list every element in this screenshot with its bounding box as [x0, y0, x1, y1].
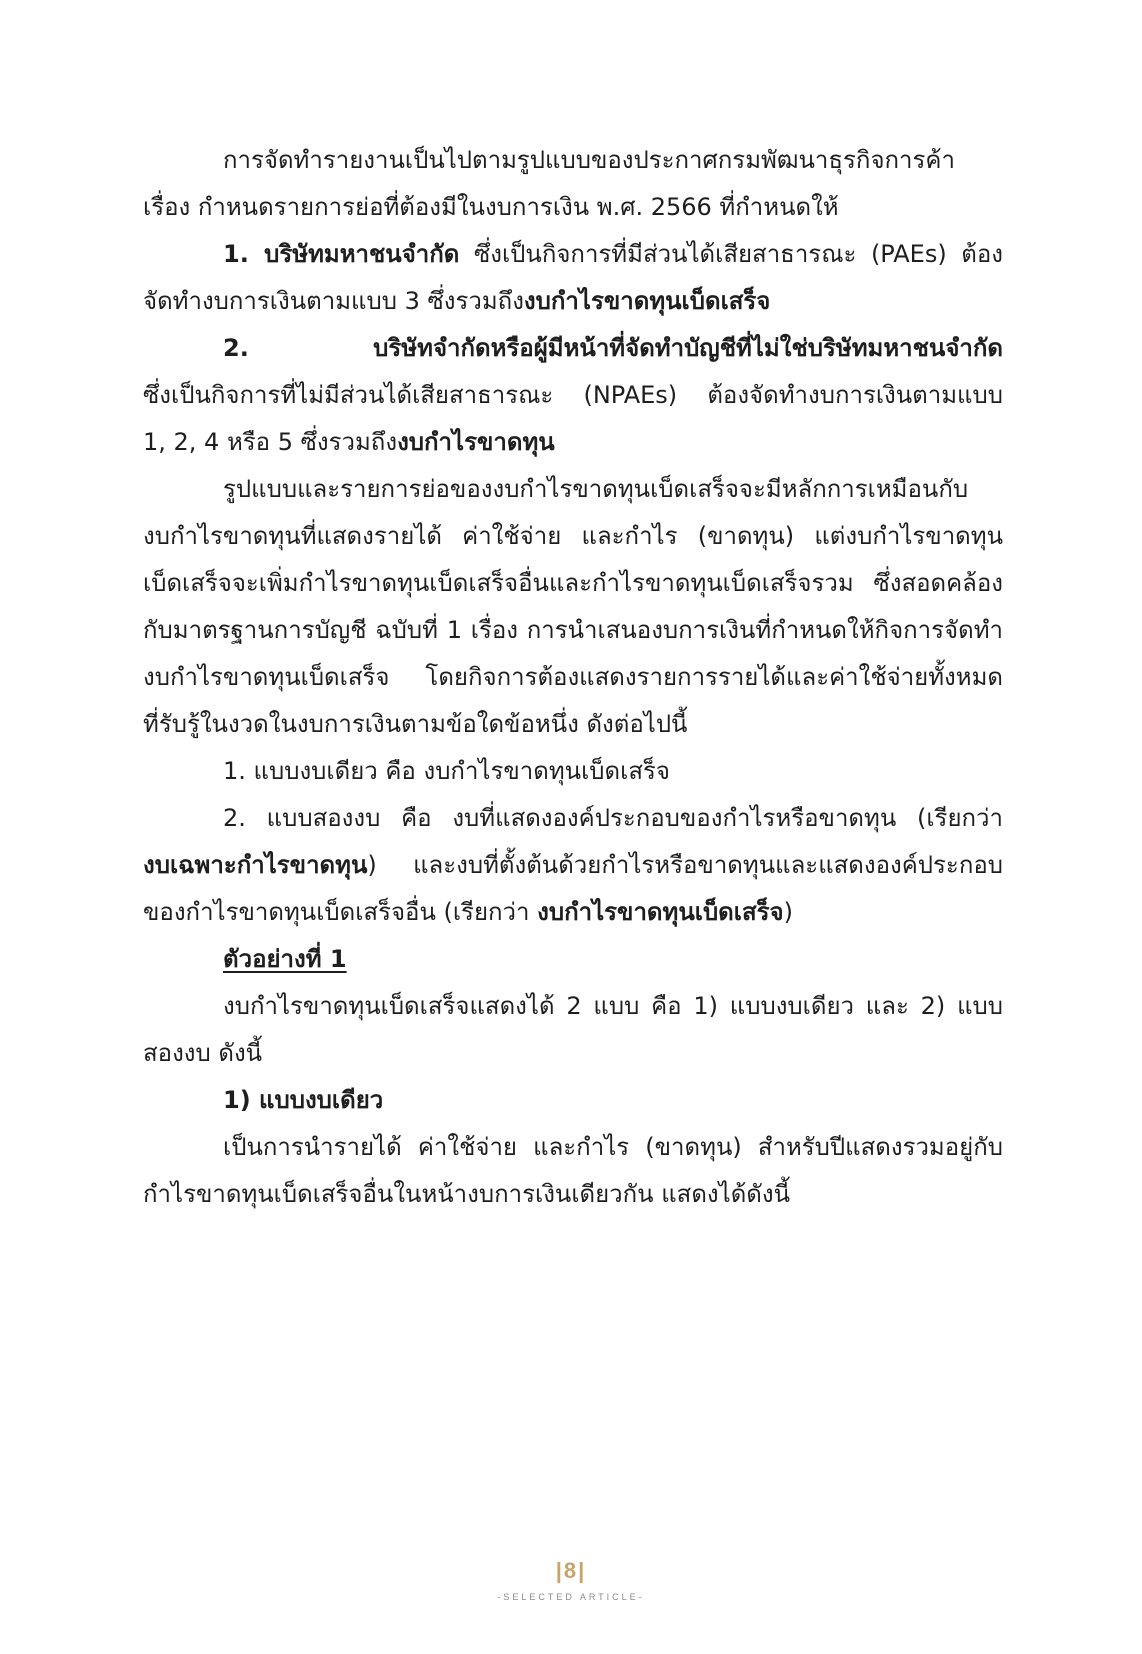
list-item-2-emphasis: งบเฉพาะกำไรขาดทุน — [143, 851, 368, 879]
item-2-text: 1, 2, 4 หรือ 5 ซึ่งรวมถึง — [143, 428, 398, 456]
paragraph-line: เบ็ดเสร็จจะเพิ่มกำไรขาดทุนเบ็ดเสร็จอื่นและกำไรขาดทุนเบ็ดเสร็จรวม ซึ่งสอดคล้อง — [143, 569, 1003, 597]
item-2-line — [143, 425, 1003, 459]
item-1-text: จัดทำงบการเงินตามแบบ 3 ซึ่งรวมถึง — [143, 287, 524, 315]
item-1-title: 1. บริษัทมหาชนจำกัด — [223, 240, 460, 268]
page-number: |8| — [555, 1558, 587, 1583]
paragraph-line: รูปแบบและรายการย่อของงบกำไรขาดทุนเบ็ดเสร็จจะมีหลักการเหมือนกับ — [223, 475, 969, 503]
list-item-2-close: ) — [783, 898, 793, 926]
paragraph-line: งบกำไรขาดทุนที่แสดงรายได้ ค่าใช้จ่าย และกำไร (ขาดทุน) แต่งบกำไรขาดทุน — [143, 522, 1003, 550]
list-item-1: 1. แบบงบเดียว คือ งบกำไรขาดทุนเบ็ดเสร็จ — [223, 757, 670, 785]
example-heading-text: ตัวอย่างที่ 1 — [223, 945, 347, 973]
item-1-text: ซึ่งเป็นกิจการที่มีส่วนได้เสียสาธารณะ (PAEs) ต้อง — [459, 240, 1003, 268]
example-line: สองงบ ดังนี้ — [143, 1039, 263, 1067]
example-heading — [223, 942, 1003, 976]
sub-heading — [223, 1083, 1003, 1117]
list-item-2-emphasis: งบกำไรขาดทุนเบ็ดเสร็จ — [537, 898, 784, 926]
list-item-2: 2. แบบสองงบ คือ งบที่แสดงองค์ประกอบของกำไรหรือขาดทุน (เรียกว่า — [223, 804, 1003, 832]
paragraph-line: การจัดทำรายงานเป็นไปตามรูปแบบของประกาศกรมพัฒนาธุรกิจการค้า — [223, 146, 955, 174]
paragraph-line: กับมาตรฐานการบัญชี ฉบับที่ 1 เรื่อง การนำเสนองบการเงินที่กำหนดให้กิจการจัดทำ — [143, 616, 1003, 644]
item-1-line — [143, 284, 1003, 318]
list-item-2-line — [143, 848, 1003, 882]
sub-heading-text: 1) แบบงบเดียว — [223, 1086, 384, 1114]
footer-label: -SELECTED ARTICLE- — [497, 1592, 645, 1602]
item-2-title-text: 2. บริษัทจำกัดหรือผู้มีหน้าที่จัดทำบัญชีที่ไม่ใช่บริษัทมหาชนจำกัด — [223, 334, 1003, 362]
example-line: กำไรขาดทุนเบ็ดเสร็จอื่นในหน้างบการเงินเดียวกัน แสดงได้ดังนี้ — [143, 1180, 791, 1208]
item-1-emphasis: งบกำไรขาดทุนเบ็ดเสร็จ — [523, 287, 771, 315]
item-2-line: ซึ่งเป็นกิจการที่ไม่มีส่วนได้เสียสาธารณะ (NPAEs) ต้องจัดทำงบการเงินตามแบบ — [143, 381, 1003, 409]
example-line: เป็นการนำรายได้ ค่าใช้จ่าย และกำไร (ขาดทุน) สำหรับปีแสดงรวมอยู่กับ — [223, 1133, 1003, 1161]
list-item-2-text: ) และงบที่ตั้งต้นด้วยกำไรหรือขาดทุนและแสดงองค์ประกอบ — [367, 851, 1003, 879]
paragraph-line: ที่รับรู้ในงวดในงบการเงินตามข้อใดข้อหนึ่ง ดังต่อไปนี้ — [143, 710, 688, 738]
paragraph-line: เรื่อง กำหนดรายการย่อที่ต้องมีในงบการเงิน พ.ศ. 2566 ที่กำหนดให้ — [143, 193, 839, 221]
list-item-2-text: ของกำไรขาดทุนเบ็ดเสร็จอื่น (เรียกว่า — [143, 898, 538, 926]
paragraph-line: งบกำไรขาดทุนเบ็ดเสร็จ โดยกิจการต้องแสดงรายการรายได้และค่าใช้จ่ายทั้งหมด — [143, 663, 1003, 691]
example-line: งบกำไรขาดทุนเบ็ดเสร็จแสดงได้ 2 แบบ คือ 1) แบบงบเดียว และ 2) แบบ — [223, 992, 1003, 1020]
item-1-line — [223, 237, 1003, 271]
list-item-2-line — [143, 895, 1003, 929]
item-2-emphasis: งบกำไรขาดทุน — [397, 428, 555, 456]
item-2-title — [223, 331, 1003, 365]
